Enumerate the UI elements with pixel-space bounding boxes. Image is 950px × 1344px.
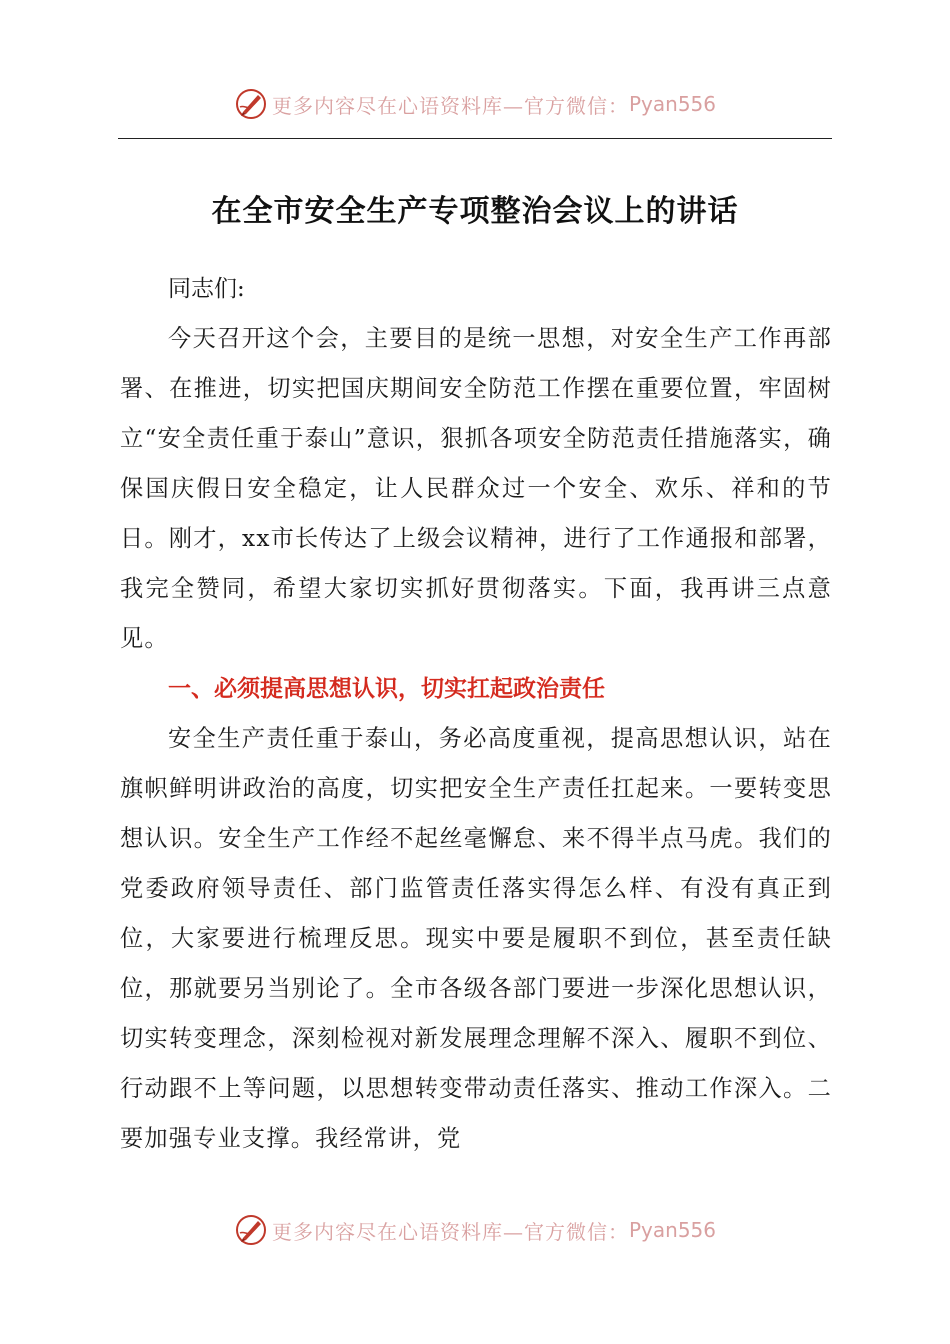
salutation: 同志们: <box>168 276 245 302</box>
section-paragraph: 安全生产责任重于泰山，务必高度重视，提高思想认识，站在旗帜鲜明讲政治的高度，切实把安全生产责任扛起来。一要转变思想认识。安全生产工作经不起丝毫懈怠、来不得半点马虎。我们的党委政府领导责任、部门监管责任落实得怎么样、有没有真正到位，大家要进行梳理反思。现实中要是履职不到位，甚至责任缺位，那就要另当别论了。全市各级各部门要进一步深化思想认识，切实转变理念，深刻检视对新发展理念理解不深入、履职不到位、行动跟不上等问题，以思想转变带动责任落实、推动工作深入。二要加强专业支撑。我经常讲，党 <box>120 725 832 1152</box>
banner-text: 更多内容尽在心语资料库—官方微信： <box>271 93 629 118</box>
section-heading: 一、必须提高思想认识，切实扛起政治责任 <box>168 676 605 702</box>
page-title: 在全市安全生产专项整治会议上的讲话 <box>211 194 739 229</box>
pen-logo-icon <box>234 1213 268 1247</box>
banner-text: 更多内容尽在心语资料库—官方微信： <box>271 1219 629 1244</box>
banner-wechat-id: Pyan556 <box>628 1218 716 1242</box>
banner-wechat-id: Pyan556 <box>628 92 716 116</box>
document-body <box>120 264 832 1164</box>
footer-banner <box>0 1210 950 1250</box>
header-banner <box>0 84 950 124</box>
pen-logo-icon <box>234 87 268 121</box>
intro-paragraph: 今天召开这个会，主要目的是统一思想，对安全生产工作再部署、在推进，切实把国庆期间安全防范工作摆在重要位置，牢固树立“安全责任重于泰山”意识，狠抓各项安全防范责任措施落实，确保国庆假日安全稳定，让人民群众过一个安全、欢乐、祥和的节日。刚才，xx市长传达了上级会议精神，进行了工作通报和部署，我完全赞同，希望大家切实抓好贯彻落实。下面，我再讲三点意见。 <box>120 325 832 652</box>
header-divider <box>118 138 832 139</box>
